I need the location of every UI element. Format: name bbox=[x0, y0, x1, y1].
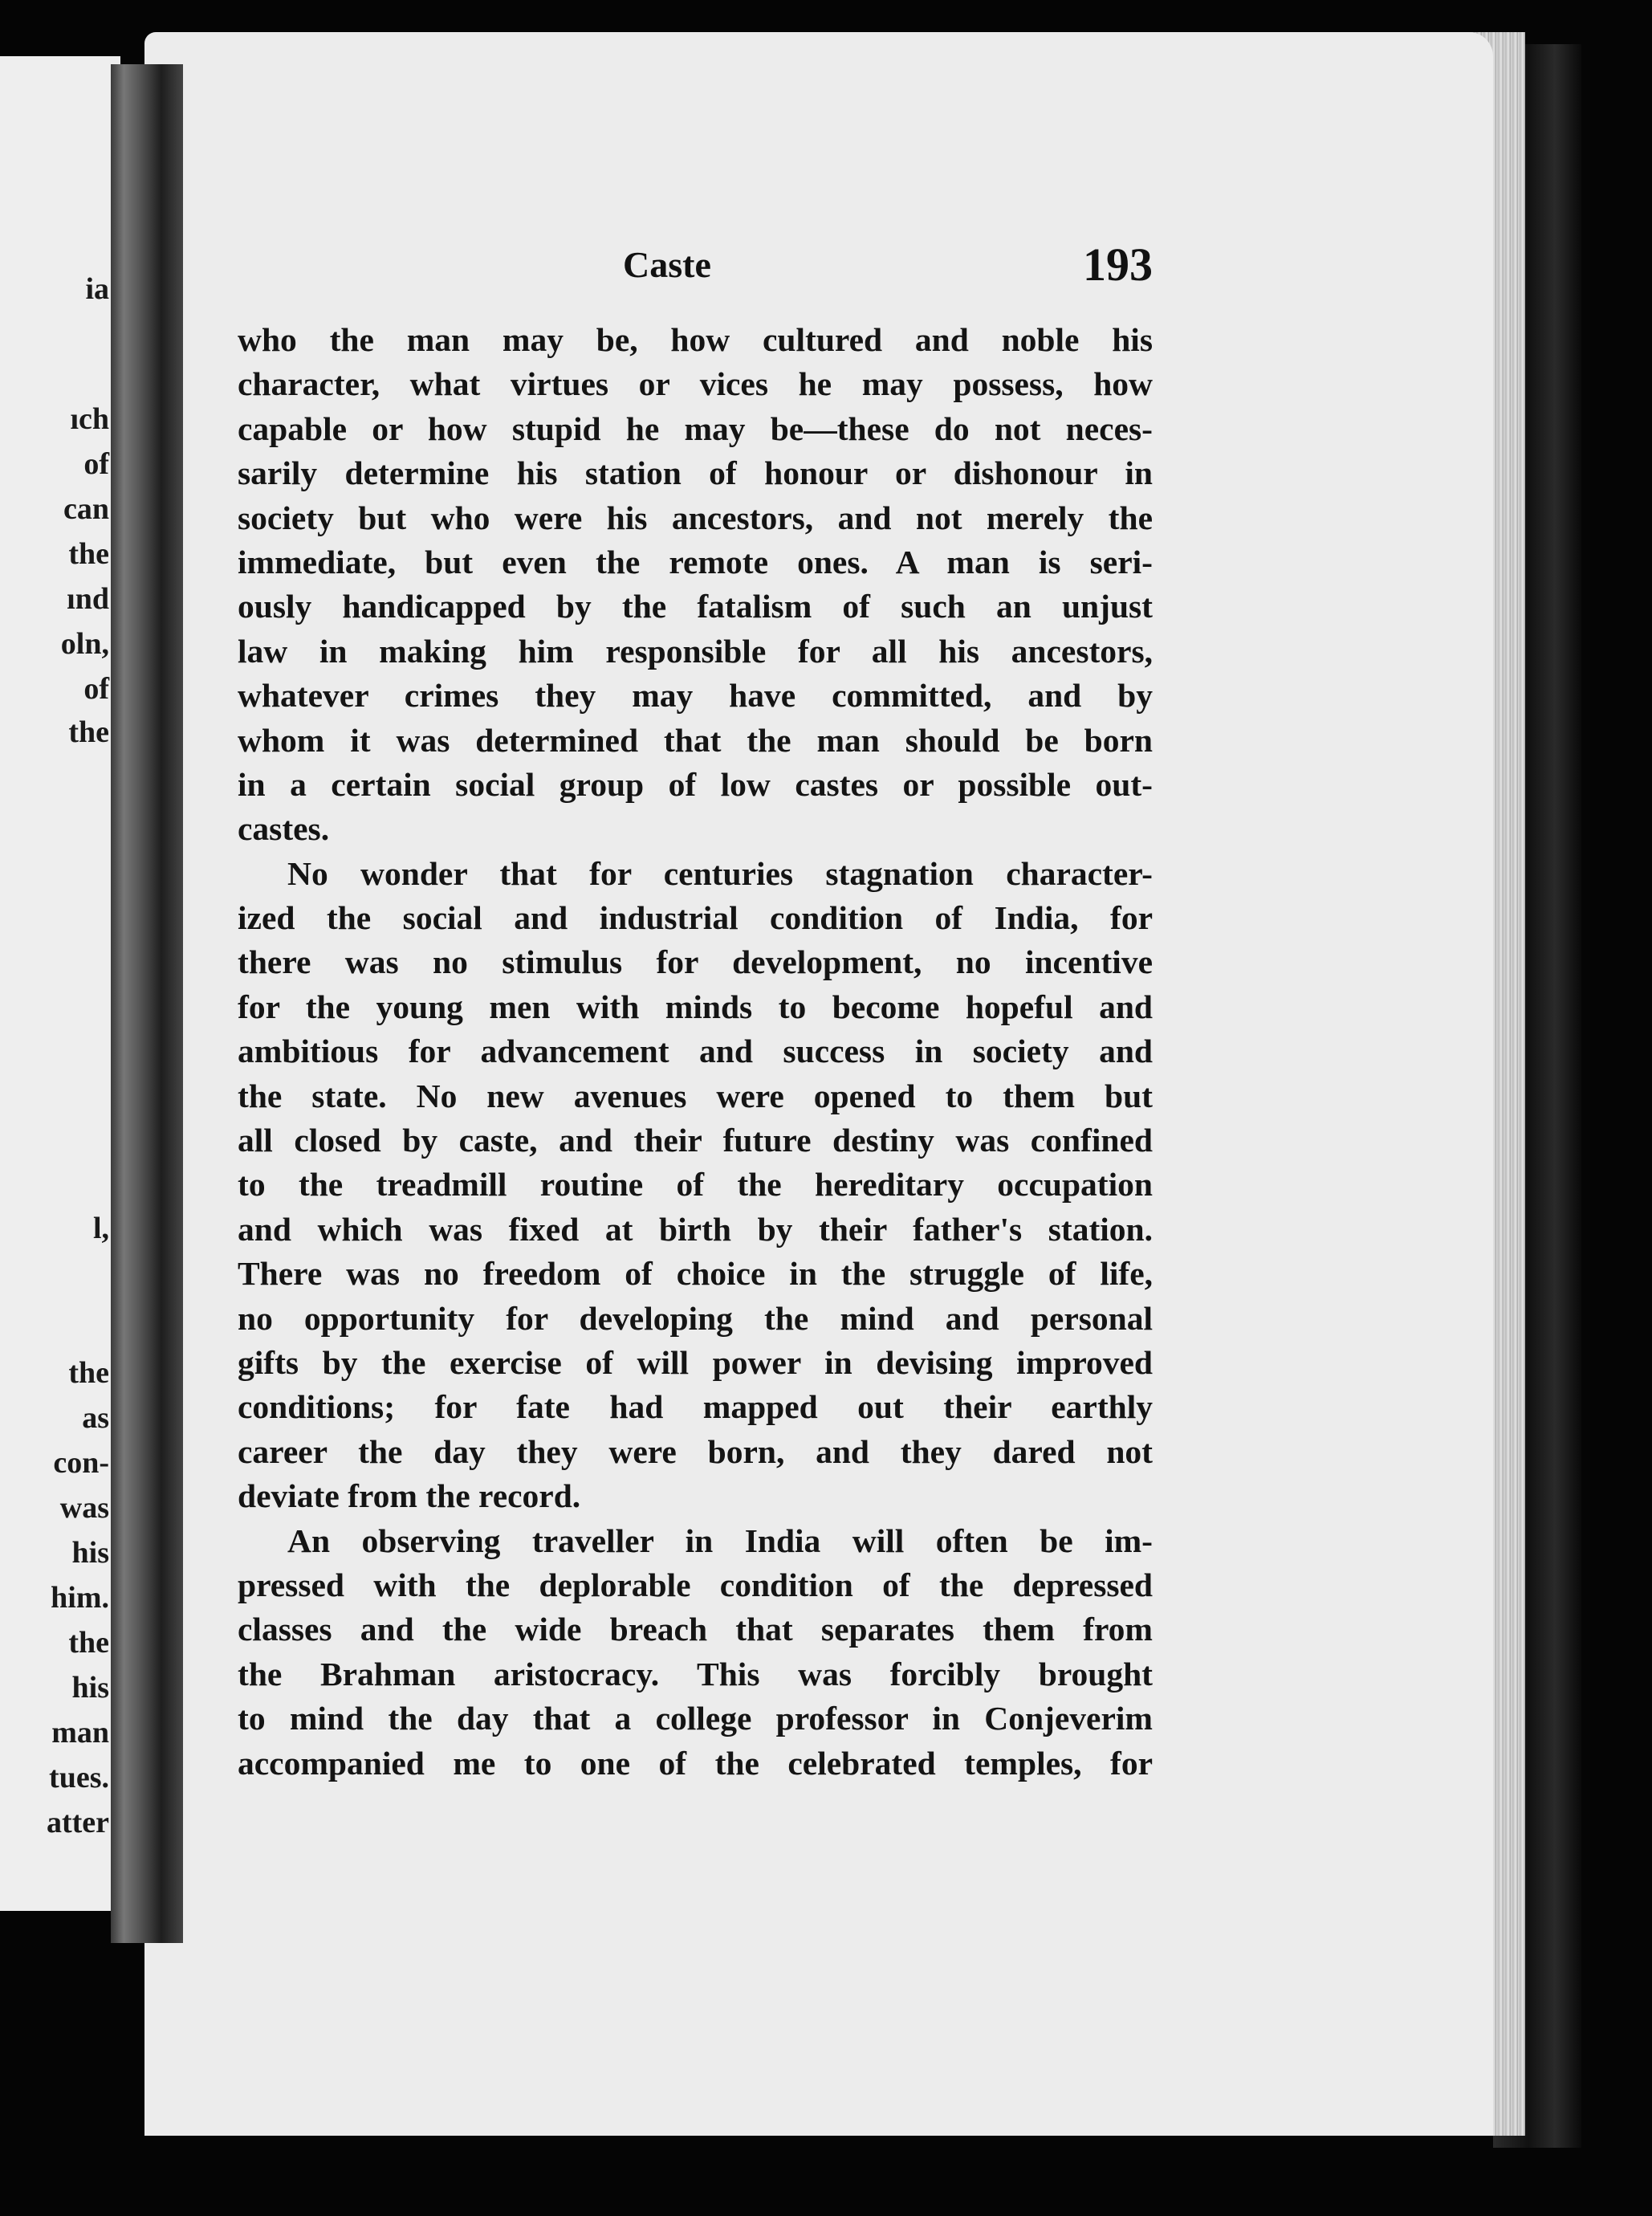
paragraph bbox=[238, 1519, 1153, 1786]
text-line: the Brahman aristocracy. This was forcibly brought bbox=[238, 1655, 1153, 1693]
text-line: whom it was determined that the man should be born bbox=[238, 721, 1153, 759]
left-page-text-fragment: his bbox=[71, 1671, 109, 1705]
left-page-text-fragment: l, bbox=[92, 1212, 109, 1245]
left-page-text-fragment: was bbox=[59, 1491, 109, 1525]
left-page-text-fragment: man bbox=[51, 1716, 109, 1750]
text-line: No wonder that for centuries stagnation character- bbox=[287, 854, 1153, 892]
left-page-text-fragment: con- bbox=[53, 1446, 109, 1480]
text-line: all closed by caste, and their future destiny was confined bbox=[238, 1122, 1153, 1159]
left-page-text-fragment: of bbox=[83, 447, 109, 481]
text-line: immediate, but even the remote ones. A man is seri- bbox=[238, 543, 1153, 580]
text-line: sarily determine his station of honour or dishonour in bbox=[238, 454, 1153, 492]
text-line: to the treadmill routine of the hereditary occupation bbox=[238, 1166, 1153, 1204]
text-line: to mind the day that a college professor in Conjeverim bbox=[238, 1700, 1153, 1737]
text-line: who the man may be, how cultured and noble his bbox=[238, 321, 1153, 358]
left-page-text-fragment: the bbox=[68, 1626, 109, 1660]
book-gutter bbox=[111, 64, 183, 1943]
text-line: pressed with the deplorable condition of the depressed bbox=[238, 1566, 1153, 1603]
text-line: ously handicapped by the fatalism of such an unjust bbox=[238, 588, 1153, 625]
running-title: Caste bbox=[623, 244, 711, 285]
left-page-text-fragment: the bbox=[68, 1356, 109, 1390]
page-number: 193 bbox=[1083, 238, 1153, 291]
text-line: conditions; for fate had mapped out their earthly bbox=[238, 1388, 1153, 1426]
text-line: in a certain social group of low castes or possible out- bbox=[238, 765, 1153, 803]
text-line: ambitious for advancement and success in society and bbox=[238, 1033, 1153, 1070]
text-line: castes. bbox=[238, 810, 330, 848]
text-line: capable or how stupid he may be—these do not neces- bbox=[238, 409, 1153, 447]
text-line: and which was fixed at birth by their father's station. bbox=[238, 1210, 1153, 1248]
text-line: for the young men with minds to become hopeful and bbox=[238, 988, 1153, 1025]
left-page-text-fragment: him. bbox=[51, 1581, 109, 1615]
text-line: there was no stimulus for development, no incentive bbox=[238, 943, 1153, 981]
text-line: no opportunity for developing the mind and personal bbox=[238, 1299, 1153, 1337]
left-page-text-fragment: tues. bbox=[49, 1761, 109, 1794]
paragraph bbox=[238, 318, 1153, 852]
text-line: An observing traveller in India will often be im- bbox=[287, 1521, 1153, 1559]
left-page-text-fragment: oln, bbox=[60, 627, 109, 661]
text-line: society but who were his ancestors, and not merely the bbox=[238, 499, 1153, 536]
running-head bbox=[238, 238, 1153, 292]
left-page-text-fragment: as bbox=[82, 1401, 109, 1435]
left-page-text-fragment: the bbox=[68, 715, 109, 749]
left-page-text-fragment: atter bbox=[46, 1806, 109, 1839]
text-line: law in making him responsible for all his ancestors, bbox=[238, 632, 1153, 670]
left-page-text-fragment: his bbox=[71, 1536, 109, 1570]
text-line: ized the social and industrial condition of India, for bbox=[238, 899, 1153, 937]
text-line: the state. No new avenues were opened to them but bbox=[238, 1077, 1153, 1114]
text-line: accompanied me to one of the celebrated temples, for bbox=[238, 1744, 1153, 1782]
text-line: There was no freedom of choice in the struggle of life, bbox=[238, 1255, 1153, 1293]
text-line: whatever crimes they may have committed, and by bbox=[238, 677, 1153, 715]
left-page-text-fragment: ia bbox=[85, 272, 109, 306]
left-page-text-fragment: the bbox=[68, 537, 109, 571]
text-line: deviate from the record. bbox=[238, 1477, 581, 1515]
left-page-text-fragment: of bbox=[83, 672, 109, 706]
paragraph bbox=[238, 852, 1153, 1519]
previous-page-fragment bbox=[0, 56, 120, 1911]
text-line: classes and the wide breach that separates them from bbox=[238, 1611, 1153, 1648]
text-line: gifts by the exercise of will power in devising improved bbox=[238, 1343, 1153, 1381]
text-line: career the day they were born, and they dared not bbox=[238, 1432, 1153, 1470]
left-page-text-fragment: ınd bbox=[67, 582, 109, 616]
left-page-text-fragment: can bbox=[63, 492, 109, 526]
text-line: character, what virtues or vices he may possess, how bbox=[238, 365, 1153, 403]
left-page-text-fragment: ıch bbox=[70, 402, 109, 436]
body-text bbox=[238, 318, 1153, 1786]
